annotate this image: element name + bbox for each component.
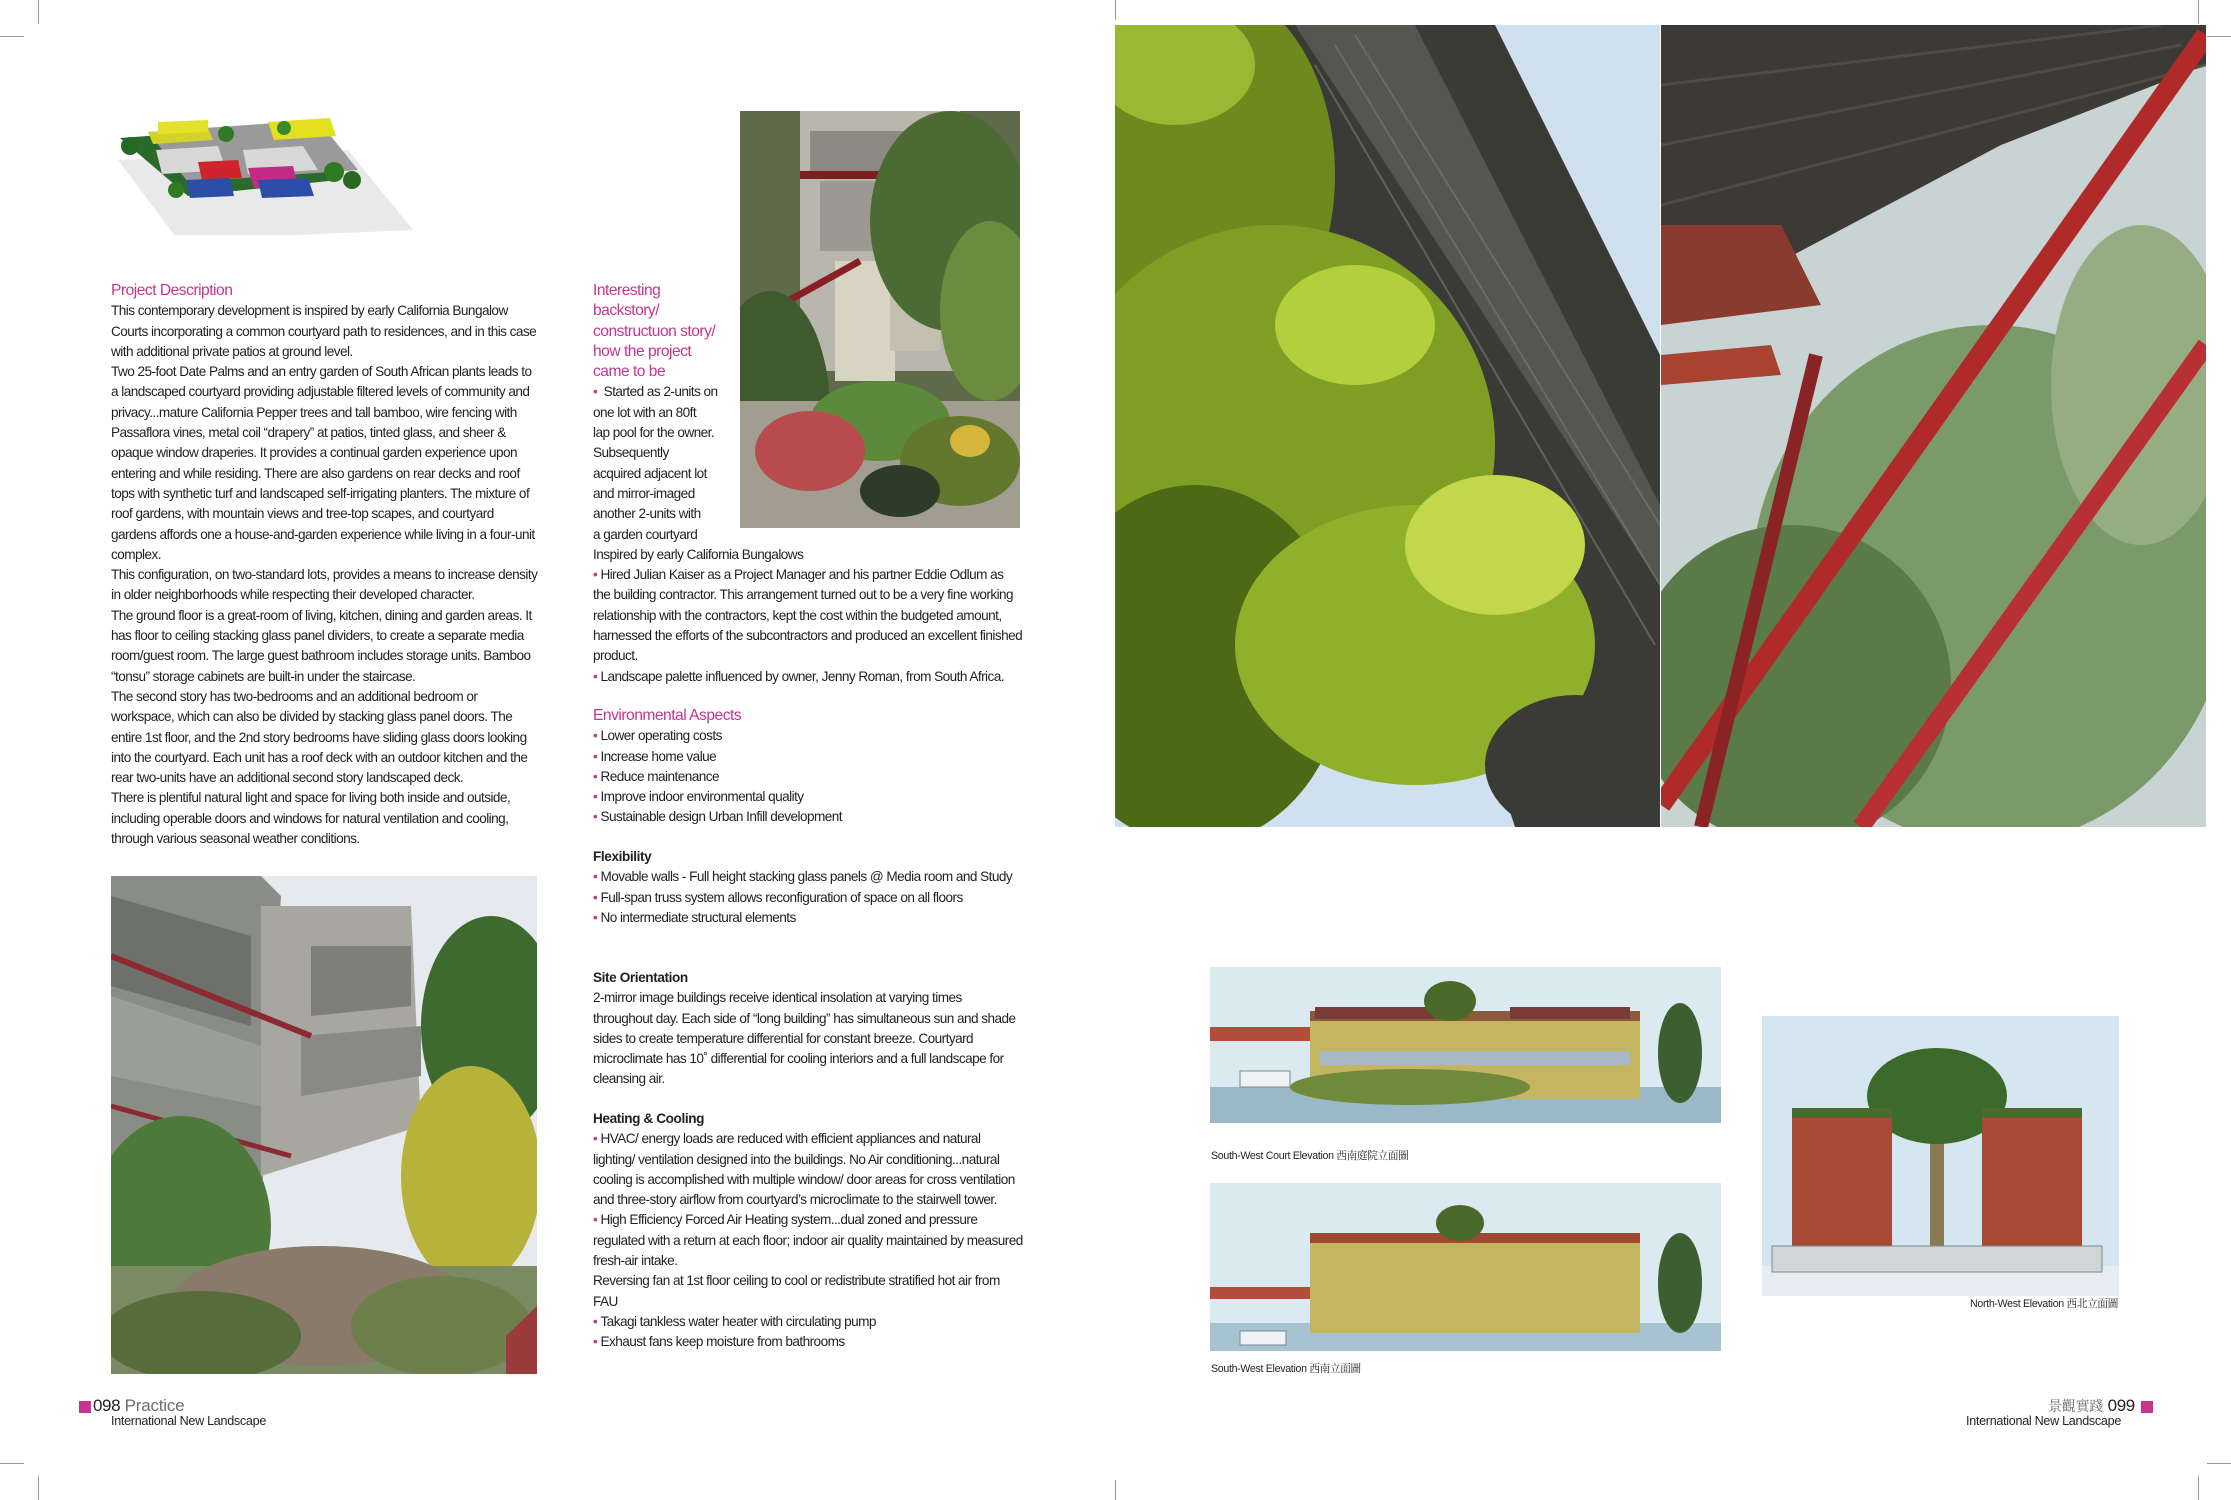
backstory-bullet: • Landscape palette influenced by owner, Jenny Roman, from South Africa. <box>593 667 1023 687</box>
backstory-bullet-line: acquired adjacent lot <box>593 465 707 481</box>
backstory-bullet-line: lap pool for the owner. <box>593 425 715 441</box>
site-orientation-section <box>593 968 1023 1090</box>
folio-marker <box>79 1401 91 1413</box>
project-description-paragraph: This configuration, on two-standard lots, provides a means to increase density in older neighborhoods while respecting their developed character. <box>111 567 538 603</box>
backstory-bullet-line: Started as 2-units on <box>603 384 718 400</box>
environmental-aspects-heading: Environmental Aspects <box>593 707 742 724</box>
project-description <box>111 281 541 849</box>
heating-cooling-bullet: • Exhaust fans keep moisture from bathrooms <box>593 1332 1023 1352</box>
flexibility-bullet: • Movable walls - Full height stacking glass panels @ Media room and Study <box>593 867 1023 887</box>
section-title: Practice <box>124 1396 185 1415</box>
heating-cooling-bullet: • HVAC/ energy loads are reduced with efficient appliances and natural lighting/ ventilation designed into the buildings. No Air conditioning...natural cooling is accomplished with multiple window/ door areas for cross ventilation and three-story airflow from courtyard’s microclimate to the stairwell tower. <box>593 1129 1023 1210</box>
backstory-heading-line: constructuon story/ <box>593 322 716 340</box>
backstory-heading-line: how the project <box>593 342 692 360</box>
environmental-bullet: • Lower operating costs <box>593 726 1023 746</box>
backstory-bullet <box>593 382 1023 544</box>
backstory-bullet-line: Subsequently <box>593 445 669 461</box>
crop-mark <box>1115 1480 1116 1500</box>
south-west-court-elevation-caption: South-West Court Elevation 西南庭院立面圖 <box>1211 1150 1409 1162</box>
section-title: 景觀實踐 <box>2048 1398 2104 1414</box>
south-west-court-elevation-drawing <box>1210 967 1721 1123</box>
backstory-heading-line: backstory/ <box>593 302 660 320</box>
backstory-heading-line: came to be <box>593 363 666 381</box>
backstory-line: Inspired by early California Bungalows <box>593 546 804 562</box>
building-exterior-photo <box>111 876 537 1374</box>
crop-mark <box>2207 36 2231 37</box>
crop-mark <box>0 1463 24 1464</box>
north-west-elevation-drawing <box>1762 1016 2119 1296</box>
left-folio <box>93 1396 184 1416</box>
page-number: 098 <box>93 1396 121 1415</box>
heating-cooling-bullet: • Takagi tankless water heater with circulating pump <box>593 1312 1023 1332</box>
backstory-bullet-line: another 2-units with <box>593 506 701 522</box>
backstory-bullet-line: one lot with an 80ft <box>593 404 697 420</box>
site-orientation-text: 2-mirror image buildings receive identical insolation at varying times throughout day. Each side of “long building” has simultaneous sun and shade sides to create temperature differential for constant breeze. Courtyard microclimate has 10˚ differential for cooling interiors and a full landscape for cleansing air. <box>593 990 1016 1087</box>
environmental-bullet: • Increase home value <box>593 747 1023 767</box>
building-3d-model-rendering <box>108 110 418 235</box>
site-orientation-heading: Site Orientation <box>593 970 688 985</box>
folio-marker <box>2141 1401 2153 1413</box>
backstory-heading <box>593 281 1023 382</box>
crop-mark <box>38 0 39 24</box>
publication-title: International New Landscape <box>111 1414 267 1428</box>
flexibility-section <box>593 847 1023 928</box>
bamboo-facade-photo <box>1115 25 1660 827</box>
environmental-bullet: • Sustainable design Urban Infill development <box>593 807 1023 827</box>
project-description-paragraph: There is plentiful natural light and space for living both inside and outside, including operable doors and windows for natural ventilation and cooling, through various seasonal weather conditions. <box>111 790 511 847</box>
environmental-bullet: • Reduce maintenance <box>593 767 1023 787</box>
flexibility-bullet: • Full-span truss system allows reconfiguration of space on all floors <box>593 888 1023 908</box>
heating-cooling-bullet: • High Efficiency Forced Air Heating system...dual zoned and pressure regulated with a return at each floor; indoor air quality maintained by measured fresh-air intake. <box>593 1210 1023 1271</box>
heating-cooling-line: Reversing fan at 1st floor ceiling to cool or redistribute stratified hot air from FAU <box>593 1273 1000 1309</box>
steel-truss-photo <box>1661 25 2206 827</box>
north-west-elevation-caption: North-West Elevation 西北立面圖 <box>1970 1298 2119 1310</box>
project-description-paragraph: The second story has two-bedrooms and an additional bedroom or workspace, which can also be divided by stacking glass panel doors. The entire 1st floor, and the 2nd story bedrooms have sliding glass doors looking into the courtyard. Each unit has a roof deck with an outdoor kitchen and the rear two-units have an additional second story landscaped deck. <box>111 688 528 786</box>
environmental-bullet: • Improve indoor environmental quality <box>593 787 1023 807</box>
flexibility-heading: Flexibility <box>593 849 652 864</box>
environmental-aspects-section <box>593 706 1023 828</box>
backstory-section <box>593 281 1023 687</box>
crop-mark <box>2207 1463 2231 1464</box>
project-description-paragraph: Two 25-foot Date Palms and an entry garden of South African plants leads to a landscaped courtyard providing adjustable filtered levels of community and privacy...mature California Pepper trees and tall bamboo, wire fencing with Passaflora vines, metal coil “drapery” at patios, tinted glass, and sheer & opaque window draperies. It provides a continual garden experience upon entering and while residing. There are also gardens on rear decks and roof tops with synthetic turf and landscaped self-irrigating planters. The mixture of roof gardens, with mountain views and tree-top scapes, and courtyard gardens affords one a house-and-garden experience while living in a four-unit complex. <box>111 364 535 562</box>
crop-mark <box>2198 1476 2199 1500</box>
south-west-elevation-caption: South-West Elevation 西南立面圖 <box>1211 1363 1361 1375</box>
heating-cooling-heading: Heating & Cooling <box>593 1111 705 1126</box>
right-folio <box>2048 1396 2135 1416</box>
backstory-bullet-line: a garden courtyard <box>593 526 698 542</box>
heating-cooling-section <box>593 1109 1023 1353</box>
flexibility-bullet: • No intermediate structural elements <box>593 908 1023 928</box>
crop-mark <box>0 36 24 37</box>
page-number: 099 <box>2107 1396 2135 1415</box>
project-description-heading: Project Description <box>111 282 233 299</box>
crop-mark <box>38 1476 39 1500</box>
south-west-elevation-drawing <box>1210 1183 1721 1351</box>
crop-mark <box>1115 0 1116 20</box>
backstory-heading-line: Interesting <box>593 282 661 299</box>
backstory-bullet: • Hired Julian Kaiser as a Project Manager and his partner Eddie Odlum as the building contractor. This arrangement turned out to be a very fine working relationship with the contractors, kept the cost within the budgeted amount, harnessed the efforts of the subcontractors and produced an excellent finished product. <box>593 565 1023 666</box>
backstory-bullet-line: and mirror-imaged <box>593 485 695 501</box>
crop-mark <box>2198 0 2199 24</box>
project-description-paragraph: This contemporary development is inspired by early California Bungalow Courts incorporating a common courtyard path to residences, and in this case with additional private patios at ground level. <box>111 303 537 359</box>
project-description-paragraph: The ground floor is a great-room of living, kitchen, dining and garden areas. It has floor to ceiling stacking glass panel dividers, to create a separate media room/guest room. The large guest bathroom includes storage units. Bamboo “tonsu” storage cabinets are built-in under the staircase. <box>111 607 532 684</box>
publication-title: International New Landscape <box>1966 1414 2122 1428</box>
